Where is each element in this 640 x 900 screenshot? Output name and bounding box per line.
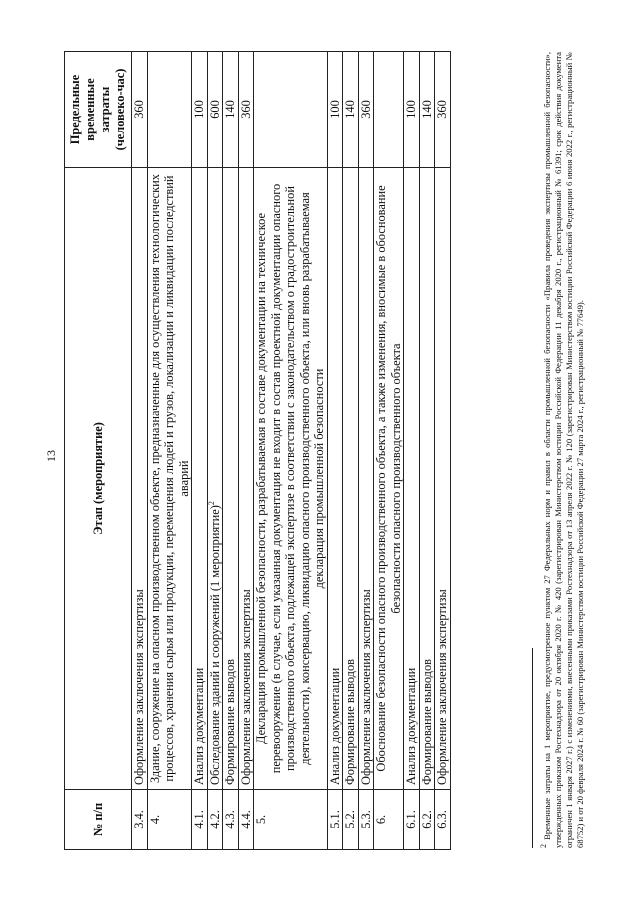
row-cost: 100 [192,52,208,168]
table-row [343,52,359,850]
row-number: 5.2. [343,790,359,850]
row-cost: 140 [419,52,435,168]
row-number: 4.1. [192,790,208,850]
table-row [254,52,328,850]
row-stage [147,168,192,790]
table-row [404,52,420,850]
row-stage [254,168,328,790]
footnote-reference: 2 [206,501,216,506]
row-cost: 140 [343,52,359,168]
row-stage-text: Анализ документации [192,667,206,785]
row-stage [327,168,343,790]
row-number: 3.4. [132,790,148,850]
header-stage: Этап (мероприятие) [65,168,132,790]
row-stage-text: Оформление заключения экспертизы [435,589,449,785]
table-row [207,52,223,850]
footnote-marker: 2 [539,844,549,848]
row-cost: 140 [223,52,239,168]
row-stage-text: Формирование выводов [343,658,357,785]
row-stage [207,168,223,790]
table-row [358,52,374,850]
row-cost [147,52,192,168]
table-header-row [65,52,132,850]
row-stage-text: Здание, сооружение на опасном производственном объекте, предназначенные для осуществления технологических процессов, хранения сырья или продукции, перемещения людей и грузов, локализации и ликвидации последствий аварий [147,174,191,783]
page-number: 13 [44,450,58,462]
row-number: 5. [254,790,328,850]
table-row [192,52,208,850]
row-number: 4. [147,790,192,850]
table-body [132,52,451,850]
row-stage [404,168,420,790]
row-stage-text: Декларация промышленной безопасности, разрабатываемая в составе документации на техническое перевооружение (в случае, если указанная документация не входит в состав проектной документации опасного производственного объекта, подлежащей экспертизе в соответствии с законодательством о градостроительной деятельности), консервацию, ликвидацию опасного производственного объекта, или вновь разрабатываемая декларация промышленной безопасности [254,183,326,774]
header-num: № п/п [65,790,132,850]
row-stage [343,168,359,790]
row-number: 5.1. [327,790,343,850]
row-cost: 100 [327,52,343,168]
footnote-text: Временные затраты на 1 мероприятие, предусмотренное пунктом 27 Федеральных норм и правил в области промышленной безопасности «Правила проведения экспертизы промышленной безопасности», утвержденных приказом Ростехнадзора от 20 октября 2020 г. № 420 (зарегистрирован Министерством юстиции Российской Федерации 11 декабря 2020 г., регистрационный № 61391; срок действия документа ограничен 1 января 2027 г.) с изменениями, внесенными приказами Ростехнадзора от 13 апреля 2022 г. № 120 (зарегистрирован Министерством юстиции Российской Федерации 6 июня 2022 г., регистрационный № 68752) и от 20 февраля 2024 г. № 60 (зарегистрирован Министерством юстиции Российской Федерации 27 марта 2024 г., регистрационный № 77649). [542,52,585,848]
row-number: 6.2. [419,790,435,850]
row-number: 5.3. [358,790,374,850]
footnote-separator [532,648,533,848]
footnote [539,52,586,848]
table-row [435,52,451,850]
row-stage-text: Обоснование безопасности опасного производственного объекта, а также изменения, вносимые в обоснование безопасности опасного производственного объекта [374,185,403,772]
header-cost-line2: временные затраты [83,78,112,141]
row-stage [223,168,239,790]
row-stage-text: Формирование выводов [223,658,237,785]
table-row [132,52,148,850]
row-cost: 360 [435,52,451,168]
header-cost [65,52,132,168]
row-stage [419,168,435,790]
table-row [223,52,239,850]
row-number: 4.2. [207,790,223,850]
row-number: 4.3. [223,790,239,850]
table-row [327,52,343,850]
row-number: 6.3. [435,790,451,850]
row-stage [238,168,254,790]
table-row [374,52,404,850]
row-stage [358,168,374,790]
row-stage-text: Оформление заключения экспертизы [238,589,253,785]
row-cost: 100 [404,52,420,168]
row-cost [374,52,404,168]
table-row [147,52,192,850]
row-stage-text: Формирование выводов [419,658,434,785]
row-number: 6. [374,790,404,850]
row-cost: 600 [207,52,223,168]
row-cost: 360 [238,52,254,168]
row-number: 4.4. [238,790,254,850]
row-stage [435,168,451,790]
row-number: 6.1. [404,790,420,850]
row-cost [254,52,328,168]
row-stage [132,168,148,790]
stages-table [64,51,451,850]
row-stage-text: Анализ документации [404,667,418,785]
header-cost-line1: Предельные [68,74,82,145]
row-cost: 360 [358,52,374,168]
row-cost: 360 [132,52,148,168]
row-stage-text: Обследование зданий и сооружений (1 мероприятие) [207,505,222,785]
row-stage-text: Оформление заключения экспертизы [358,589,373,785]
row-stage [192,168,208,790]
header-cost-line3: (человеко-час) [113,68,127,151]
row-stage [374,168,404,790]
row-stage-text: Оформление заключения экспертизы [132,589,146,785]
row-stage-text: Анализ документации [327,667,342,785]
table-row [238,52,254,850]
table-row [419,52,435,850]
